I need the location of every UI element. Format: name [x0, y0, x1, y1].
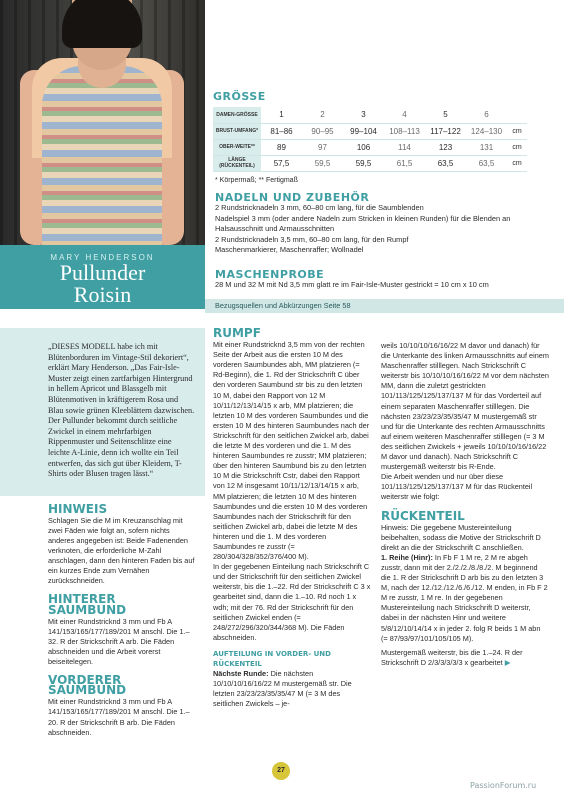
size-table: [213, 107, 527, 172]
hinterer-saumbund-text: Mit einer Rundstricknd 3 mm und Fb A 141/153/165/177/189/201 M anschl. Die 1.–32. R der Strickschrift A arb. Die Fäden abschneiden und die Arbeit vorerst beiseitelegen.: [48, 616, 190, 667]
size-unit: cm: [507, 155, 527, 171]
col3-text-1: weils 10/10/10/16/16/22 M davor und danach) für die Unterkante des linken Armausschnitts auf einem Maschenraffer stilllegen. Nach Strickschrift C weiterstr bis 10/10/10/16/16/22 M vor dem nächsten MM, dann die zuletzt gestrickten 101/113/125/125/137/137 M für das Vorderteil auf einem separaten Maschenraffer stilllegen. Die nächsten 23/23/23/35/35/47 M mustergemäß str und für die Unterkante des rechten Armausschnitts auf einem weiteren Maschenraffer stilllegen (= 3 M des seitlichen Zwickels + jeweils 10/10/10/16/16/22 M davor und danach). Nach Strickschrift C mustergemäß weiterstr bis R-Ende.: [381, 341, 549, 472]
size-cell: 131: [466, 139, 507, 155]
column-3: [381, 341, 549, 668]
aufteilung-lead: Nächste Runde:: [213, 669, 269, 679]
materials-line: 2 Rundstricknadeln 3 mm, 60–80 cm lang, für die Saumblenden: [215, 203, 424, 213]
size-row: [213, 155, 527, 171]
footer-watermark: PassionForum.ru: [470, 781, 537, 790]
materials-heading: NADELN UND ZUBEHÖR: [215, 191, 370, 204]
rueckenteil-heading: RÜCKENTEIL: [381, 508, 465, 523]
reihe-lead: 1. Reihe (Hinr):: [381, 552, 433, 562]
size-cell: 114: [384, 139, 425, 155]
sources-bar: Bezugsquellen und Abkürzungen Seite 58: [205, 299, 564, 313]
size-cell: 63,5: [466, 155, 507, 171]
size-cell: 2: [302, 107, 343, 123]
size-row-label: BRUST-UMFANG*: [213, 123, 261, 139]
model-photo: [0, 0, 205, 245]
hinweis-text: Schlagen Sie die M im Kreuzanschlag mit zwei Fäden wie folgt an, sofern nichts anderes angegeben ist: Beide Fadenenden verknoten, die erforderliche M-Zahl anschlagen, dann den hinteren Faden bis auf ein kurzes Ende zum Vernähen zurückschneiden.: [48, 515, 195, 586]
gauge-section: [215, 270, 555, 291]
size-cell: 59,5: [343, 155, 384, 171]
size-cell: 117–122: [425, 123, 466, 139]
materials-line: Maschenmarkierer, Maschenraffer; Wollnadel: [215, 245, 364, 255]
aufteilung-body: Die nächsten 10/10/10/16/16/22 M mustergemäß str. Die letzten 23/23/23/35/35/47 M (= 3 M des seitlichen Zwickels – je-: [213, 669, 352, 709]
size-row-label: OBER-WEITE**: [213, 139, 261, 155]
aufteilung-heading: AUFTEILUNG IN VORDER- UND RÜCKENTEIL: [213, 649, 331, 668]
materials-line: 2 Rundstricknadeln 3,5 mm, 60–80 cm lang, für den Rumpf: [215, 234, 409, 244]
size-cell: 59,5: [302, 155, 343, 171]
size-cell: 97: [302, 139, 343, 155]
photo-hair: [62, 0, 142, 48]
author: MARY HENDERSON: [50, 253, 155, 262]
size-cell: 99–104: [343, 123, 384, 139]
column-1-body: [0, 501, 205, 738]
size-cell: 106: [343, 139, 384, 155]
rumpf-text-1: Mit einer Rundstricknd 3,5 mm von der rechten Seite der Arbeit aus die ersten 10 M des vorderen Saumbundes abh, MM platzieren (= Rd-Beginn), die 1. Rd der Strickschrift C über den vorderen Saumbund str bis zu den letzten 10 M, dabei den Rapport von 12 M 10/11/12/13/14/15 x arb, MM platzieren; die letzten 10 M des vorderen Saumbundes und die ersten 10 M des hinteren Saumbundes nach der Strickschrift für den seitlichen Zwickel arb, dabei die letzte M des vorderen und die 1. M des hinteren Saumbundes re zusstr; MM platzieren; über den hinteren Saumbund bis zu den letzten 10 M die Strickschrift Cstr, dabei den Rapport von 12 M insgesamt 10/11/12/13/14/15 x arb, MM platzieren; die letzten 10 M des hinteren Saumbundes und die ersten 10 M des vorderen Saumbundes nach der Strickschrift für den seitlichen Zwickel arb, dabei die letzte M des hinteren und die 1. M des vorderen Saumbundes re zusstr (= 280/304/328/352/376/400 M).: [213, 340, 370, 562]
column-2: [213, 328, 371, 709]
materials-section: [215, 193, 555, 255]
gauge-text: 28 M und 32 M mit Nd 3,5 mm glatt re im Fair-Isle-Muster gestrickt = 10 cm x 10 cm: [215, 280, 489, 290]
size-row: [213, 123, 527, 139]
size-cell: 123: [425, 139, 466, 155]
size-note: * Körpermaß; ** Fertigmaß: [215, 177, 298, 184]
size-cell: 6: [466, 107, 507, 123]
size-cell: 63,5: [425, 155, 466, 171]
size-row: [213, 107, 527, 123]
size-cell: 61,5: [384, 155, 425, 171]
column-1: [0, 328, 205, 738]
hinterer-saumbund-heading: HINTERER SAUMBUND: [48, 592, 127, 617]
size-row-label: DAMEN-GRÖSSE: [213, 107, 261, 123]
size-cell: 5: [425, 107, 466, 123]
vorderer-saumbund-text: Mit einer Rundstricknd 3 mm und Fb A 141/153/165/177/189/201 M anschl. Die 1.–20. R der Strickschrift B arb. Die Fäden abschneiden.: [48, 697, 190, 737]
col3-text-5: [381, 648, 549, 668]
title-block: [0, 245, 205, 309]
continue-arrow-icon: ▶: [504, 657, 511, 667]
size-row: [213, 139, 527, 155]
size-unit: cm: [507, 139, 527, 155]
size-heading: GRÖSSE: [213, 90, 266, 103]
title-line-1: Pullunder: [59, 260, 146, 285]
reihe-body: In Fb F 1 M re, 2 M re abgeh zusstr, dann mit der 2./2./2./8./8./2. M beginnend die 1. R der Strickschrift D arb bis zu den letzten 3 M, nach der 12./12./12./6./6./12. M enden, in Fb F 2 M re zusstr, 1 M re. In der gegebenen Mustereinteilung nach Strickschrift D weiterstr, dabei in der nächsten Hinr und weitere 5/8/12/10/14/14 x in jeder 2. folg R beids 1 M abn (= 87/93/97/101/105/105 M).: [381, 552, 548, 643]
size-cell: 124–130: [466, 123, 507, 139]
col3-text-2: Die Arbeit wenden und nur über diese 101/113/125/125/137/137 M für das Rückenteil weiterstr wie folgt:: [381, 472, 533, 502]
reihe-text: [381, 553, 549, 644]
rumpf-text-2: In der gegebenen Einteilung nach Strickschrift C und der Strickschrift für den seitlichen Zwickel weiterstr, bis die 1.–22. Rd der Strickschrift C 3 x gearbeitet sind, dann die 1.–10. Rd noch 1 x wdh; mit der 76. Rd der Strickschrift für den seitlichen Zwickel enden (= 248/272/296/320/344/368 M). Die Fäden abschneiden.: [213, 562, 371, 642]
size-cell: 3: [343, 107, 384, 123]
size-unit: [507, 107, 527, 123]
aufteilung-text: [213, 669, 371, 709]
rueckenteil-hinweis: Hinweis: Die gegebene Mustereinteilung beibehalten, sodass die Motive der Strickschrift D direkt an die der Strickschrift C anschließen.: [381, 522, 541, 552]
size-cell: 1: [261, 107, 302, 123]
gauge-heading: MASCHENPROBE: [215, 268, 325, 281]
size-cell: 89: [261, 139, 302, 155]
intro-text: „DIESES MODELL habe ich mit Blütenborduren im Vintage-Stil dekoriert“, erklärt Mary Henderson. „Das Fair-Isle-Muster zeigt einen zartfarbigen Hintergrund in hellem Apricot und Blassgelb mit Blütenmotiven in kräftigerem Rosa und Blau sowie grünen Kleeblättern dazwischen. Der Pullunder bekommt durch seitliche Zwickel in einem mehrfarbigen Rippenmuster und Seitenschlitze eine leichte A-Linie, denn ich wollte ein Teil entwerfen, das sich gut über Kleidern, T-Shirts oder Blusen tragen lässt.“: [0, 328, 205, 496]
vorderer-saumbund-heading: VORDERER SAUMBUND: [48, 673, 127, 698]
size-unit: cm: [507, 123, 527, 139]
size-cell: 81–86: [261, 123, 302, 139]
size-section: [213, 90, 527, 172]
page-number: 27: [272, 762, 290, 780]
size-row-label: LÄNGE (RÜCKENTEIL): [213, 155, 261, 171]
photo-vest: [42, 66, 162, 245]
hinweis-heading: HINWEIS: [48, 501, 108, 516]
rumpf-heading: RUMPF: [213, 326, 261, 340]
size-cell: 4: [384, 107, 425, 123]
title-line-2: Roisin: [73, 282, 132, 307]
size-cell: 108–113: [384, 123, 425, 139]
col3-text-5-body: Mustergemäß weiterstr, bis die 1.–24. R der Strickschrift D 2/3/3/3/3/3 x gearbeitet: [381, 647, 523, 667]
materials-line: Halsausschnitt und Armausschnitten: [215, 224, 335, 234]
size-cell: 90–95: [302, 123, 343, 139]
size-cell: 57,5: [261, 155, 302, 171]
materials-line: Nadelspiel 3 mm (oder andere Nadeln zum Stricken in kleinen Runden) für die Blenden an: [215, 213, 511, 223]
